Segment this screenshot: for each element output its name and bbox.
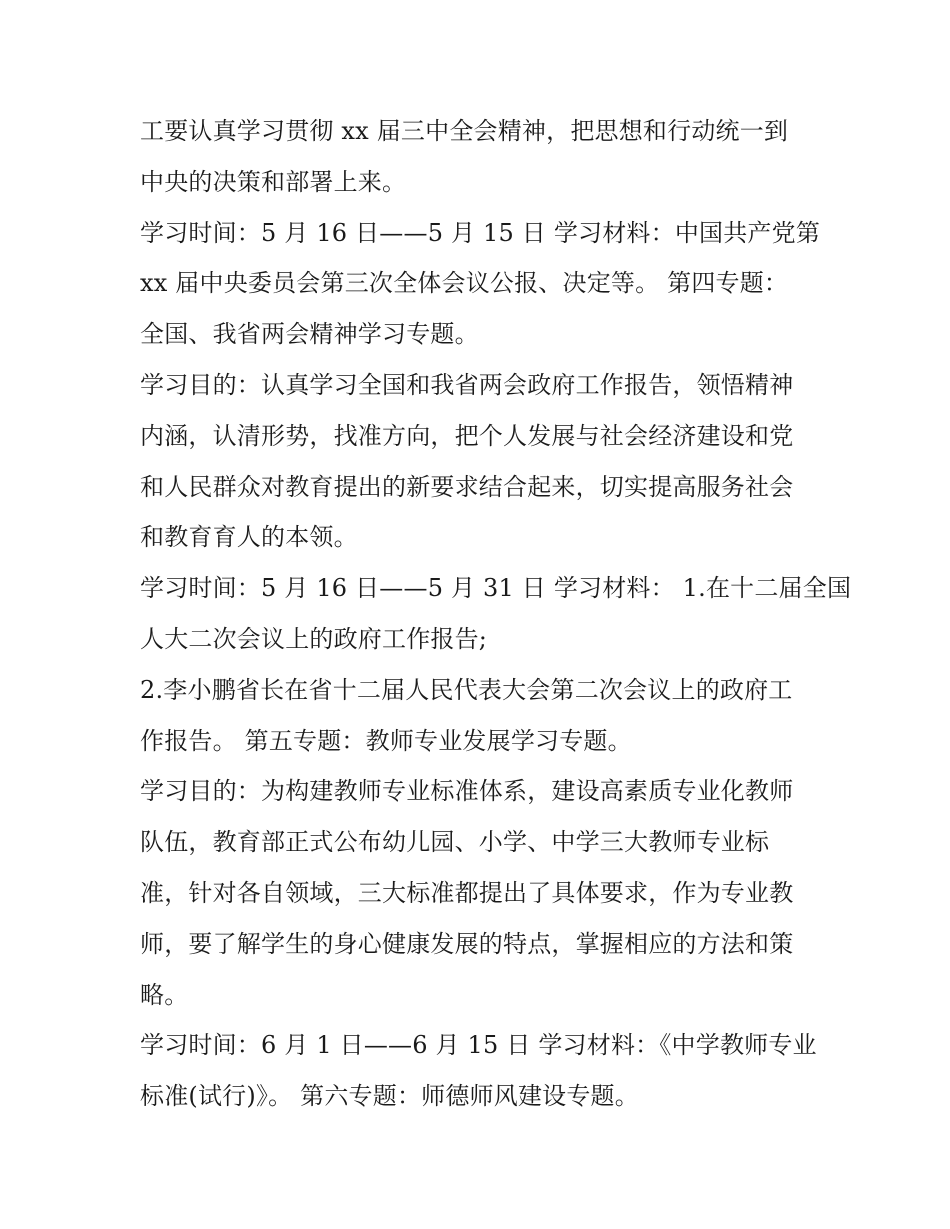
- text-line: 工要认真学习贯彻 xx 届三中全会精神，把思想和行动统一到: [140, 117, 789, 145]
- text-line: 人大二次会议上的政府工作报告;: [140, 624, 488, 653]
- text-line: 学习时间：6 月 1 日——6 月 15 日 学习材料：《中学教师专业: [140, 1031, 817, 1060]
- text-line: 和教育育人的本领。: [140, 523, 358, 552]
- text-line: 略。: [140, 980, 189, 1009]
- text-line: 作报告。 第五专题：教师专业发展学习专题。: [140, 726, 632, 755]
- text-line: 内涵，认清形势，找准方向，把个人发展与社会经济建设和党: [140, 421, 794, 450]
- text-line: 中央的决策和部署上来。: [140, 167, 407, 196]
- text-line: 标准(试行)》。 第六专题：师德师风建设专题。: [140, 1082, 639, 1111]
- text-line: 学习目的：为构建教师专业标准体系，建设高素质专业化教师: [140, 777, 794, 806]
- text-line: 师，要了解学生的身心健康发展的特点，掌握相应的方法和策: [140, 929, 794, 958]
- text-line: 学习目的：认真学习全国和我省两会政府工作报告，领悟精神: [140, 370, 794, 399]
- text-line: 2.李小鹏省长在省十二届人民代表大会第二次会议上的政府工: [140, 675, 793, 704]
- text-line: 学习时间：5 月 16 日——5 月 15 日 学习材料：中国共产党第: [140, 218, 821, 247]
- text-line: 学习时间：5 月 16 日——5 月 31 日 学习材料： 1.在十二届全国: [140, 574, 852, 603]
- text-line: 和人民群众对教育提出的新要求结合起来，切实提高服务社会: [140, 472, 794, 501]
- text-line: 全国、我省两会精神学习专题。: [140, 320, 479, 349]
- text-line: 准，针对各自领域，三大标准都提出了具体要求，作为专业教: [140, 878, 794, 907]
- text-line: 队伍，教育部正式公布幼儿园、小学、中学三大教师专业标: [140, 828, 770, 857]
- text-line: xx 届中央委员会第三次全体会议公报、决定等。 第四专题：: [140, 269, 789, 298]
- document-body: [140, 106, 852, 1122]
